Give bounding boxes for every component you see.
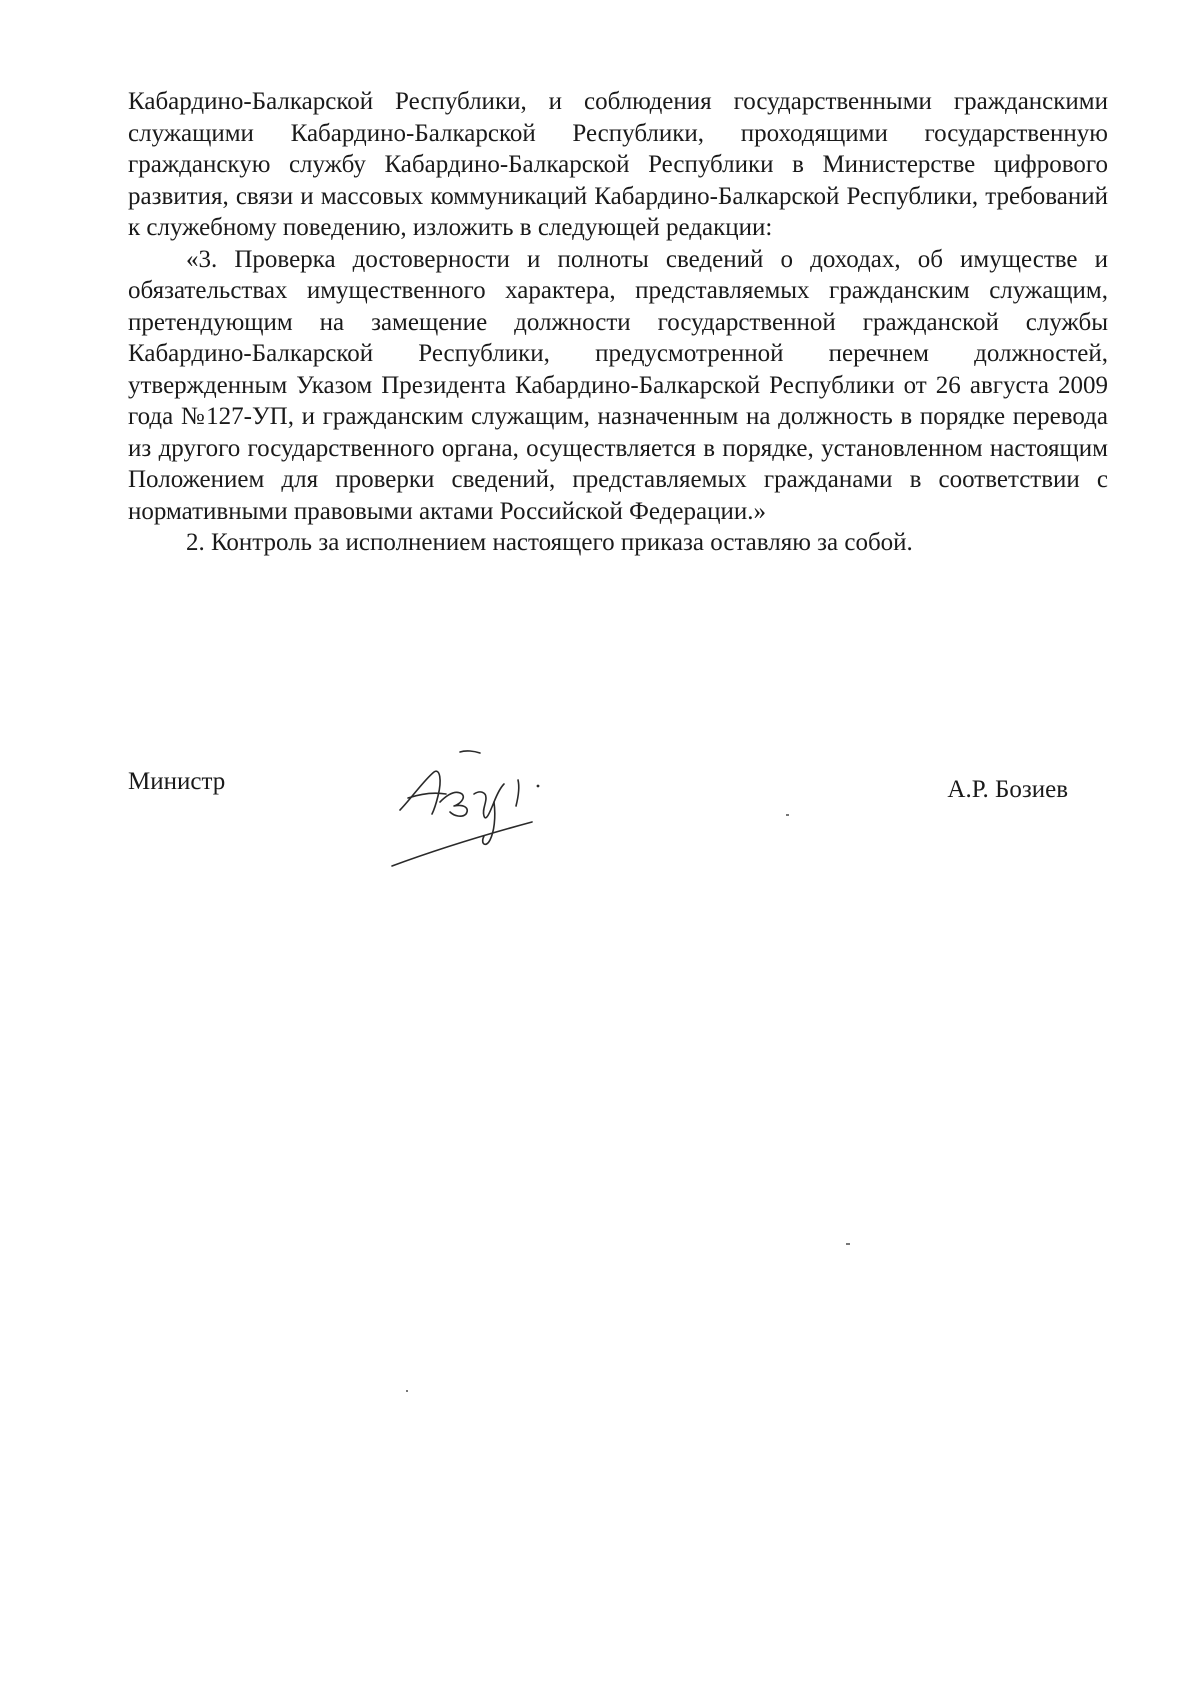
paragraph-control-clause: 2. Контроль за исполнением настоящего приказа оставляю за собой. <box>186 529 913 556</box>
scan-speck <box>786 814 789 816</box>
signer-title: Министр <box>128 768 226 795</box>
scan-speck <box>846 1243 850 1245</box>
scan-speck <box>406 1390 408 1392</box>
signer-name: А.Р. Бозиев <box>947 776 1068 803</box>
paragraph-continuation: Кабардино-Балкарской Республики, и соблюдения государственными гражданскими служащими Кабардино-Балкарской Республики, проходящими государственную гражданскую службу Кабардино-Балкарской Республики в Министерстве цифрового развития, связи и массовых коммуникаций Кабардино-Балкарской Республики, требований к служебному поведению, изложить в следующей редакции: <box>128 88 1108 241</box>
handwritten-signature <box>390 740 590 870</box>
document-body <box>128 86 1108 559</box>
signature-block <box>128 760 1108 880</box>
paragraph-amendment-quote: «3. Проверка достоверности и полноты сведений о доходах, об имуществе и обязательствах имущественного характера, представляемых гражданским служащим, претендующим на замещение должности государственной гражданской службы Кабардино-Балкарской Республики, предусмотренной перечнем должностей, утвержденным Указом Президента Кабардино-Балкарской Республики от 26 августа 2009 года №127-УП, и гражданским служащим, назначенным на должность в порядке перевода из другого государственного органа, осуществляется в порядке, установленном настоящим Положением для проверки сведений, представляемых гражданами в соответствии с нормативными правовыми актами Российской Федерации.» <box>128 245 1108 525</box>
